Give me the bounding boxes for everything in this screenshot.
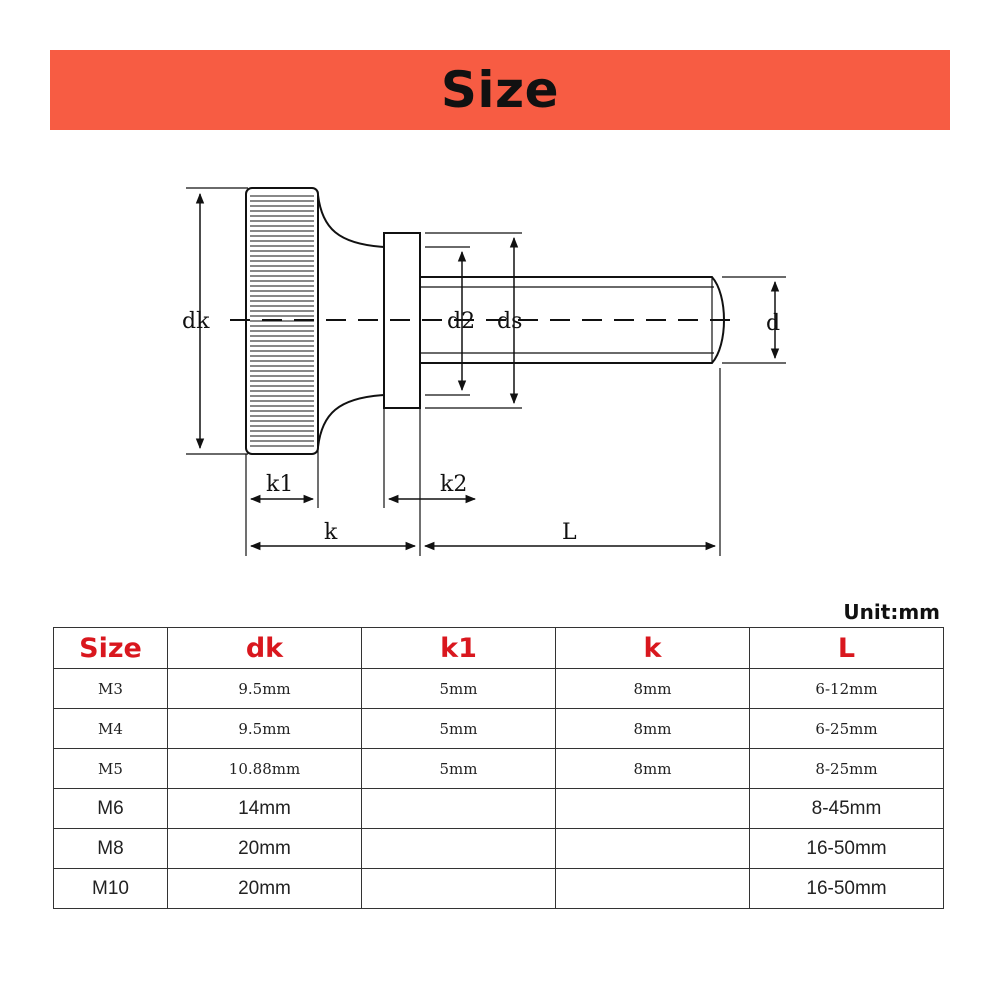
cell-L: 8-25mm — [750, 749, 944, 789]
table-row — [54, 749, 944, 789]
cell-L: 8-45mm — [750, 789, 944, 829]
head-neck-lower — [318, 395, 384, 447]
header-dk: dk — [168, 628, 362, 669]
cell-size: M8 — [54, 829, 168, 869]
cell-L: 16-50mm — [750, 869, 944, 909]
cell-L: 6-25mm — [750, 709, 944, 749]
cell-k1 — [362, 829, 556, 869]
label-d: d — [766, 311, 781, 336]
head-neck — [318, 195, 384, 247]
cell-dk: 10.88mm — [168, 749, 362, 789]
cell-size: M4 — [54, 709, 168, 749]
cell-k1: 5mm — [362, 669, 556, 709]
cell-L: 6-12mm — [750, 669, 944, 709]
cell-L: 16-50mm — [750, 829, 944, 869]
cell-size: M3 — [54, 669, 168, 709]
cell-k: 8mm — [556, 709, 750, 749]
label-k1: k1 — [266, 472, 294, 497]
cell-k1: 5mm — [362, 749, 556, 789]
cell-size: M10 — [54, 869, 168, 909]
cell-k — [556, 789, 750, 829]
cell-k — [556, 829, 750, 869]
cell-dk: 9.5mm — [168, 709, 362, 749]
header-k1: k1 — [362, 628, 556, 669]
table-header-row — [54, 628, 944, 669]
label-L: L — [562, 520, 577, 545]
cell-k — [556, 869, 750, 909]
table-row — [54, 789, 944, 829]
cell-dk: 14mm — [168, 789, 362, 829]
table-row — [54, 669, 944, 709]
table-row — [54, 709, 944, 749]
cell-k: 8mm — [556, 669, 750, 709]
label-k: k — [324, 520, 338, 545]
header-L: L — [750, 628, 944, 669]
cell-dk: 20mm — [168, 829, 362, 869]
size-table — [53, 627, 944, 909]
label-k2: k2 — [440, 472, 468, 497]
cell-size: M5 — [54, 749, 168, 789]
cell-dk: 20mm — [168, 869, 362, 909]
table-row — [54, 869, 944, 909]
header-k: k — [556, 628, 750, 669]
cell-k: 8mm — [556, 749, 750, 789]
header-size: Size — [54, 628, 168, 669]
cell-k1 — [362, 789, 556, 829]
label-d2: d2 — [447, 309, 476, 334]
table-row — [54, 829, 944, 869]
unit-label: Unit:mm — [843, 600, 940, 624]
cell-k1 — [362, 869, 556, 909]
cell-dk: 9.5mm — [168, 669, 362, 709]
label-dk: dk — [182, 309, 210, 334]
cell-size: M6 — [54, 789, 168, 829]
label-ds: ds — [497, 309, 523, 334]
cell-k1: 5mm — [362, 709, 556, 749]
banner-title: Size — [440, 61, 560, 119]
